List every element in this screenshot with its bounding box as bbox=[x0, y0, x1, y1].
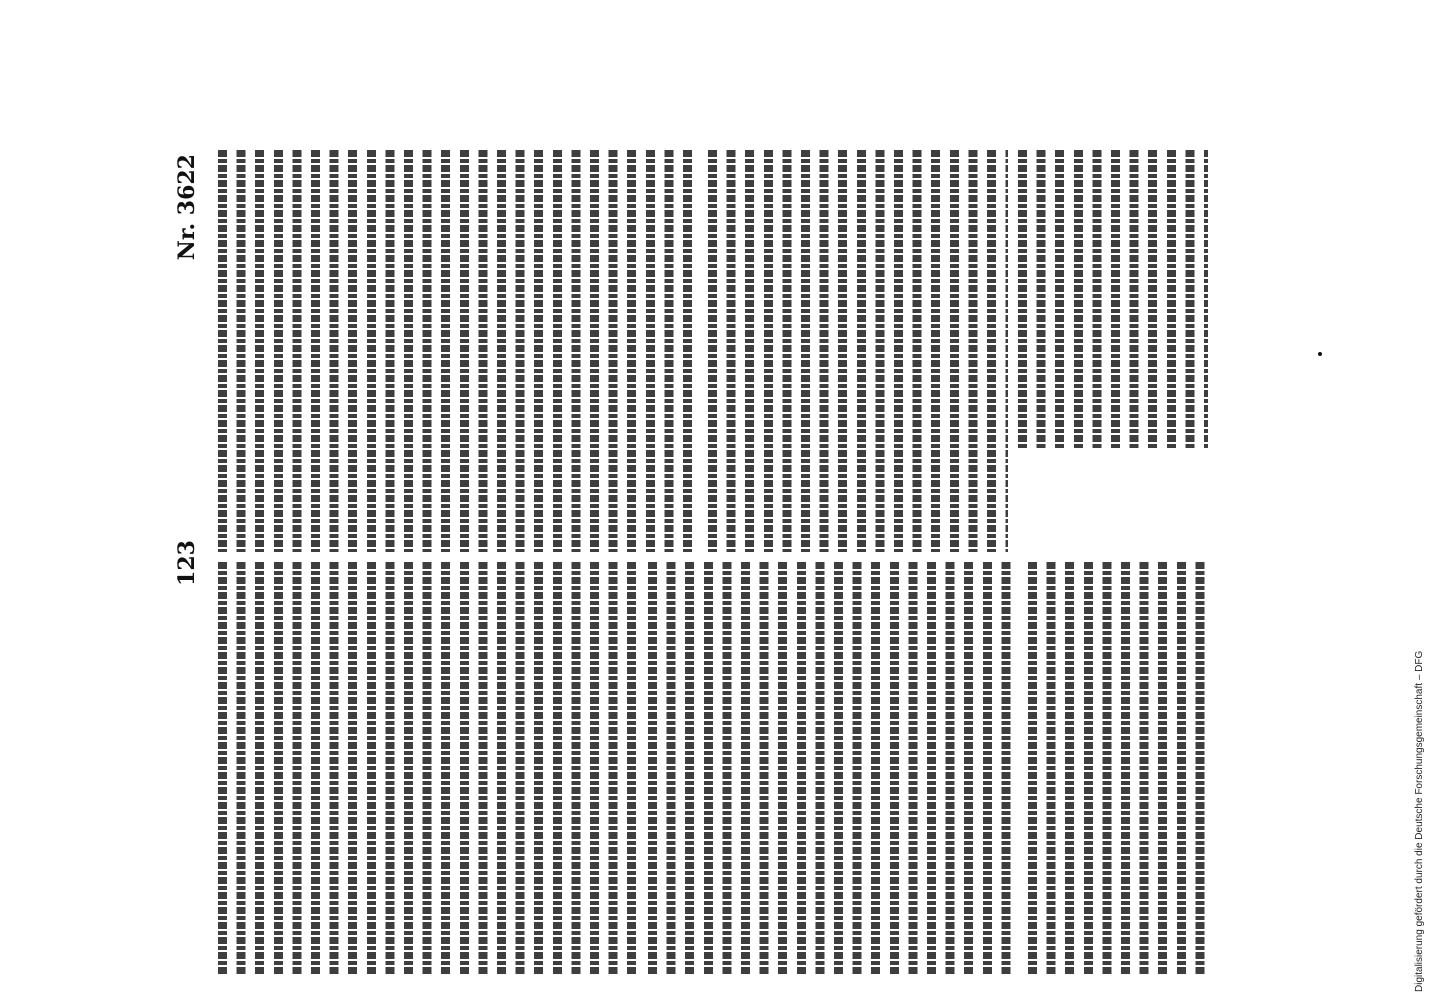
page-number: 123 bbox=[174, 540, 200, 586]
text-column-right-upper-continued bbox=[708, 150, 1008, 552]
text-column-left-lower-continued bbox=[648, 562, 1020, 974]
text-column-left-lower-end bbox=[1028, 562, 1208, 974]
ink-dot bbox=[1318, 352, 1322, 356]
text-column-right-upper-end bbox=[1018, 150, 1208, 450]
rotated-document-page bbox=[108, 62, 1216, 924]
dfg-credit-line: Digitalisierung gefördert durch die Deutsche Forschungsgemeinschaft – DFG bbox=[1414, 650, 1425, 992]
document-number: Nr. 3622 bbox=[174, 154, 200, 261]
text-column-right-upper bbox=[218, 150, 698, 552]
text-column-left-lower bbox=[218, 562, 638, 974]
